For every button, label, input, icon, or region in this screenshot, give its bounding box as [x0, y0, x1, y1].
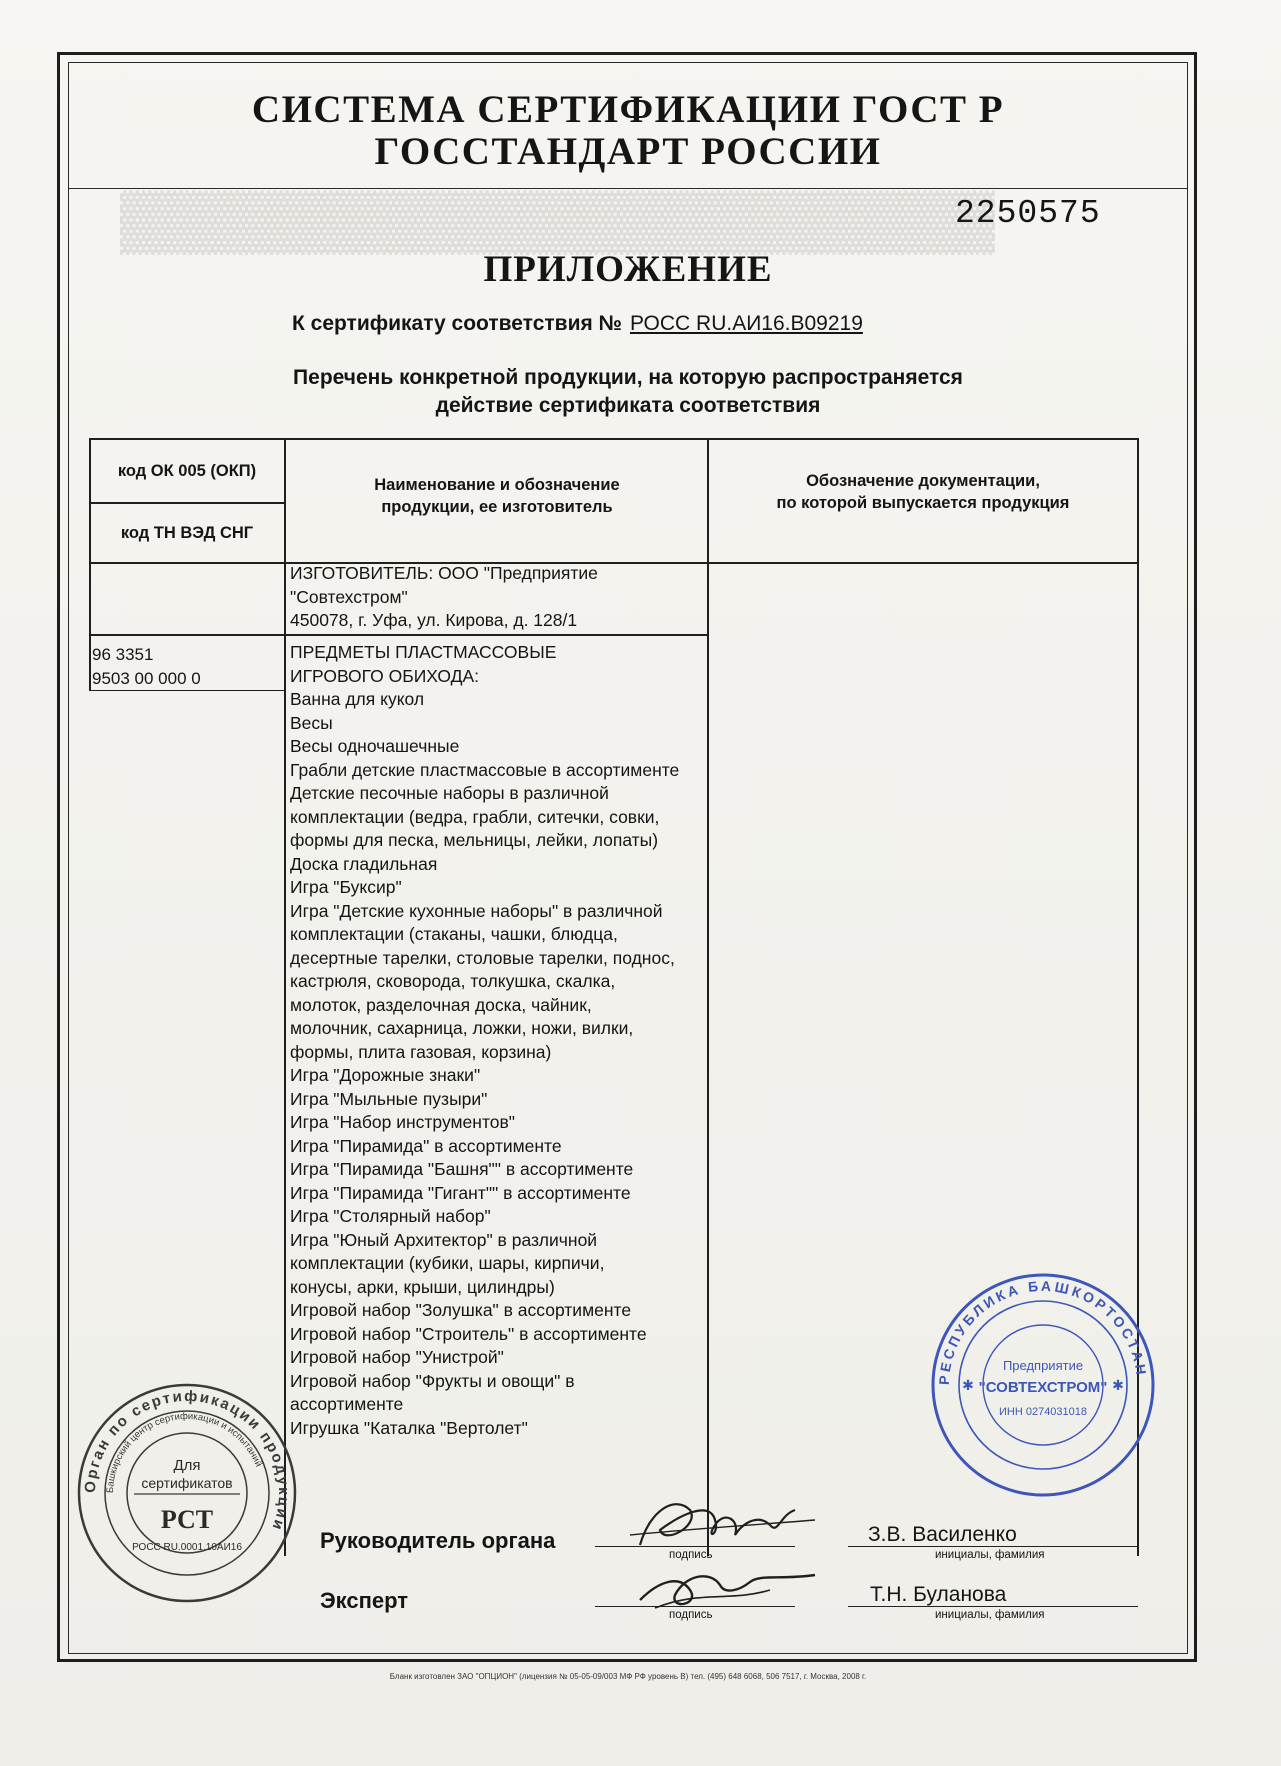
agency-title: ГОССТАНДАРТ РОССИИ	[374, 130, 882, 173]
product-line: Игра "Дорожные знаки"	[290, 1065, 481, 1085]
product-line: формы, плита газовая, корзина)	[290, 1041, 552, 1062]
seal-left-center-2: сертификатов	[141, 1475, 233, 1491]
certificate-reference	[292, 312, 863, 336]
certificate-number: РОСС RU.АИ16.В09219	[629, 312, 863, 335]
head-sign-caption: подпись	[669, 1549, 713, 1561]
serial-number: 2250575	[955, 195, 1101, 232]
header-code-tnved: код ТН ВЭД СНГ	[120, 524, 254, 542]
product-line: Игра "Пирамида "Башня"" в ассортименте	[290, 1159, 634, 1179]
head-name: З.В. Василенко	[868, 1523, 1017, 1546]
seal-left-center-1: Для	[173, 1457, 201, 1474]
product-line: молочник, сахарница, ложки, ножи, вилки,	[290, 1018, 634, 1038]
product-line: Доска гладильная	[290, 853, 438, 874]
product-line: ПРЕДМЕТЫ ПЛАСТМАССОВЫЕ	[290, 642, 557, 662]
list-title-line2: действие сертификата соответствия	[435, 394, 821, 417]
head-label: Руководитель органа	[320, 1528, 556, 1553]
seal-right-inner-2: "СОВТЕХСТРОМ"	[978, 1379, 1108, 1396]
code-tnved-value: 9503 00 000 0	[92, 669, 201, 688]
code-okp-value: 96 3351	[92, 645, 154, 664]
expert-name-caption: инициалы, фамилия	[935, 1609, 1045, 1621]
product-line: Игра "Набор инструментов"	[290, 1112, 516, 1132]
seal-left-reg: РОСС RU.0001.10АИ16	[132, 1542, 242, 1553]
product-line: Игровой набор "Унистрой"	[290, 1347, 504, 1367]
seal-right-star-left-icon: ✱	[962, 1378, 974, 1394]
product-line: кастрюля, сковорода, толкушка, скалка,	[290, 971, 616, 991]
company-seal	[928, 1270, 1158, 1500]
head-name-line	[848, 1546, 1138, 1547]
product-line: Игра "Столярный набор"	[290, 1206, 491, 1226]
certification-body-seal	[72, 1378, 302, 1608]
page-title: ПРИЛОЖЕНИЕ	[483, 249, 773, 290]
head-signature-scribble	[620, 1490, 820, 1560]
product-line: Игровой набор "Строитель" в ассортименте	[290, 1323, 647, 1344]
product-line: Игра "Пирамида" в ассортименте	[290, 1135, 562, 1156]
expert-name: Т.Н. Буланова	[870, 1583, 1007, 1606]
certificate-label: К сертификату соответствия №	[292, 312, 622, 335]
product-line: комплектации (кубики, шары, кирпичи,	[290, 1253, 605, 1273]
form-printer-footer: Бланк изготовлен ЗАО "ОПЦИОН" (лицензия № 05-05-09/003 МФ РФ уровень В) тел. (495) 648 6068, 506 7517, г. Москва, 2008 г.	[389, 1672, 867, 1681]
product-line: Игровой набор "Золушка" в ассортименте	[290, 1300, 632, 1320]
product-line: конусы, арки, крыши, цилиндры)	[290, 1276, 555, 1297]
expert-label: Эксперт	[320, 1588, 409, 1613]
system-title: СИСТЕМА СЕРТИФИКАЦИИ ГОСТ Р	[251, 88, 1005, 131]
product-line: ИГРОВОГО ОБИХОДА:	[290, 665, 480, 686]
product-list	[290, 641, 720, 1440]
header-product-name: Наименование и обозначение продукции, ее изготовитель	[374, 476, 620, 516]
product-line: Весы	[290, 712, 333, 733]
seal-left-ring-text: Орган по сертификации продукции	[81, 1387, 293, 1534]
product-line: молоток, разделочная доска, чайник,	[290, 994, 592, 1015]
product-line: комплектации (ведра, грабли, ситечки, совки,	[290, 806, 660, 827]
header-divider	[68, 188, 1188, 189]
product-line: Игра "Юный Архитектор" в различной	[290, 1229, 598, 1250]
list-title-line1: Перечень конкретной продукции, на которую распространяется	[293, 366, 963, 389]
product-line: Игра "Пирамида "Гигант"" в ассортименте	[290, 1182, 631, 1203]
seal-right-inner-1: Предприятие	[1002, 1358, 1084, 1373]
header-documentation: Обозначение документации, по которой выпускается продукция	[776, 472, 1070, 512]
product-line: комплектации (стаканы, чашки, блюдца,	[290, 924, 618, 944]
product-line: Ванна для кукол	[290, 689, 425, 709]
product-line: Весы одночашечные	[290, 736, 460, 756]
product-line: Игра "Буксир"	[290, 877, 402, 897]
seal-right-inn: ИНН 0274031018	[998, 1406, 1088, 1418]
product-line: Игра "Мыльные пузыри"	[290, 1088, 488, 1109]
expert-signature-scribble	[630, 1560, 820, 1620]
head-name-caption: инициалы, фамилия	[935, 1549, 1045, 1561]
product-line: Детские песочные наборы в различной	[290, 783, 609, 803]
product-line: Игра "Детские кухонные наборы" в различной	[290, 900, 663, 921]
header-code-okp: код ОК 005 (ОКП)	[117, 462, 257, 480]
seal-right-star-right-icon: ✱	[1112, 1378, 1124, 1394]
seal-left-emblem: РСТ	[160, 1505, 214, 1534]
expert-sign-caption: подпись	[669, 1609, 713, 1621]
product-line: Игрушка "Каталка "Вертолет"	[290, 1417, 528, 1438]
seal-right-ring-text: РЕСПУБЛИКА БАШКОРТОСТАН	[935, 1277, 1150, 1386]
product-line: ассортименте	[290, 1394, 404, 1414]
product-line: Игровой набор "Фрукты и овощи" в	[290, 1370, 575, 1391]
expert-name-line	[848, 1606, 1138, 1607]
manufacturer-block: ИЗГОТОВИТЕЛЬ: ООО "Предприятие "Совтехстром" 450078, г. Уфа, ул. Кирова, д. 128/1	[290, 563, 598, 630]
seal-left-ring-text-2: Башкирский центр сертификации и испытаний	[104, 1410, 264, 1494]
product-line: формы для песка, мельницы, лейки, лопаты)	[290, 830, 659, 850]
product-line: Грабли детские пластмассовые в ассортименте	[290, 759, 680, 780]
product-line: десертные тарелки, столовые тарелки, поднос,	[290, 947, 675, 968]
